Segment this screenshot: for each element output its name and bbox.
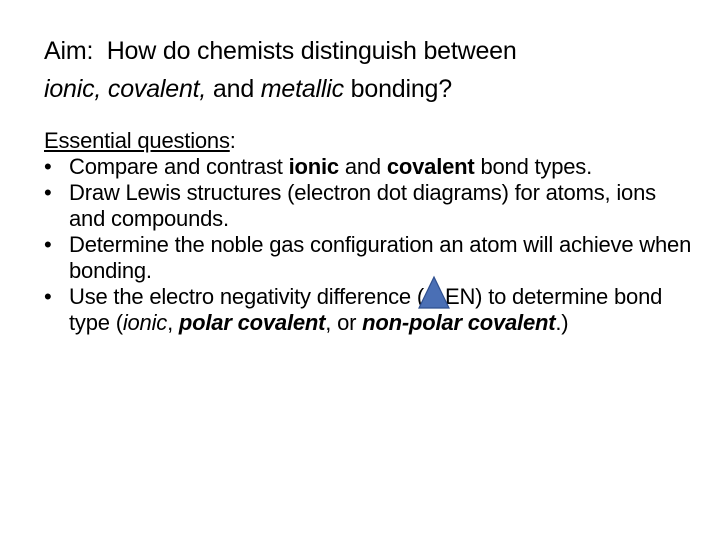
aim-tail: bonding?	[343, 75, 452, 103]
aim-spacer	[93, 37, 107, 65]
question-item-4	[44, 284, 694, 336]
q1-text-c: and	[338, 154, 387, 179]
aim-joiner: and	[206, 75, 261, 103]
aim-lead: How do chemists distinguish between	[106, 37, 517, 65]
delta-triangle-shape	[416, 275, 452, 311]
q1-ionic: ionic	[288, 154, 339, 179]
q4-text-b: EN) to determine bond type (	[69, 284, 663, 335]
bullet-4: •	[44, 284, 52, 309]
essential-questions-colon: :	[229, 128, 236, 153]
question-item-3	[44, 232, 694, 284]
bullet-2: •	[44, 180, 52, 205]
q4-text-f: , or	[325, 310, 363, 335]
aim-term-ionic-covalent: ionic, covalent,	[44, 75, 207, 103]
q4-text-d: ,	[167, 310, 179, 335]
essential-questions	[44, 128, 694, 336]
q4-text-h: .)	[555, 310, 569, 335]
essential-questions-heading: Essential questions	[44, 128, 230, 153]
q4-polar-covalent: polar covalent	[178, 310, 326, 335]
question-item-2	[44, 180, 694, 232]
question-item-1	[44, 154, 694, 180]
q1-text-a: Compare and contrast	[69, 154, 289, 179]
bullet-1: •	[44, 154, 52, 179]
essential-questions-heading-line	[44, 128, 694, 154]
q1-covalent: covalent	[386, 154, 475, 179]
bullet-3: •	[44, 232, 52, 257]
aim-term-metallic: metallic	[260, 75, 344, 103]
q2-text: Draw Lewis structures (electron dot diagrams) for atoms, ions and compounds.	[69, 180, 656, 231]
aim-prefix: Aim:	[44, 37, 94, 65]
q4-non-polar-covalent: non-polar covalent	[362, 310, 556, 335]
q3-text: Determine the noble gas configuration an atom will achieve when bonding.	[69, 232, 692, 283]
q4-ionic: ionic	[122, 310, 168, 335]
delta-triangle-icon	[424, 285, 445, 307]
q4-text-a: Use the electro negativity difference (	[69, 284, 424, 309]
q1-text-e: bond types.	[474, 154, 593, 179]
question-list	[44, 154, 694, 336]
aim-heading	[44, 32, 694, 108]
